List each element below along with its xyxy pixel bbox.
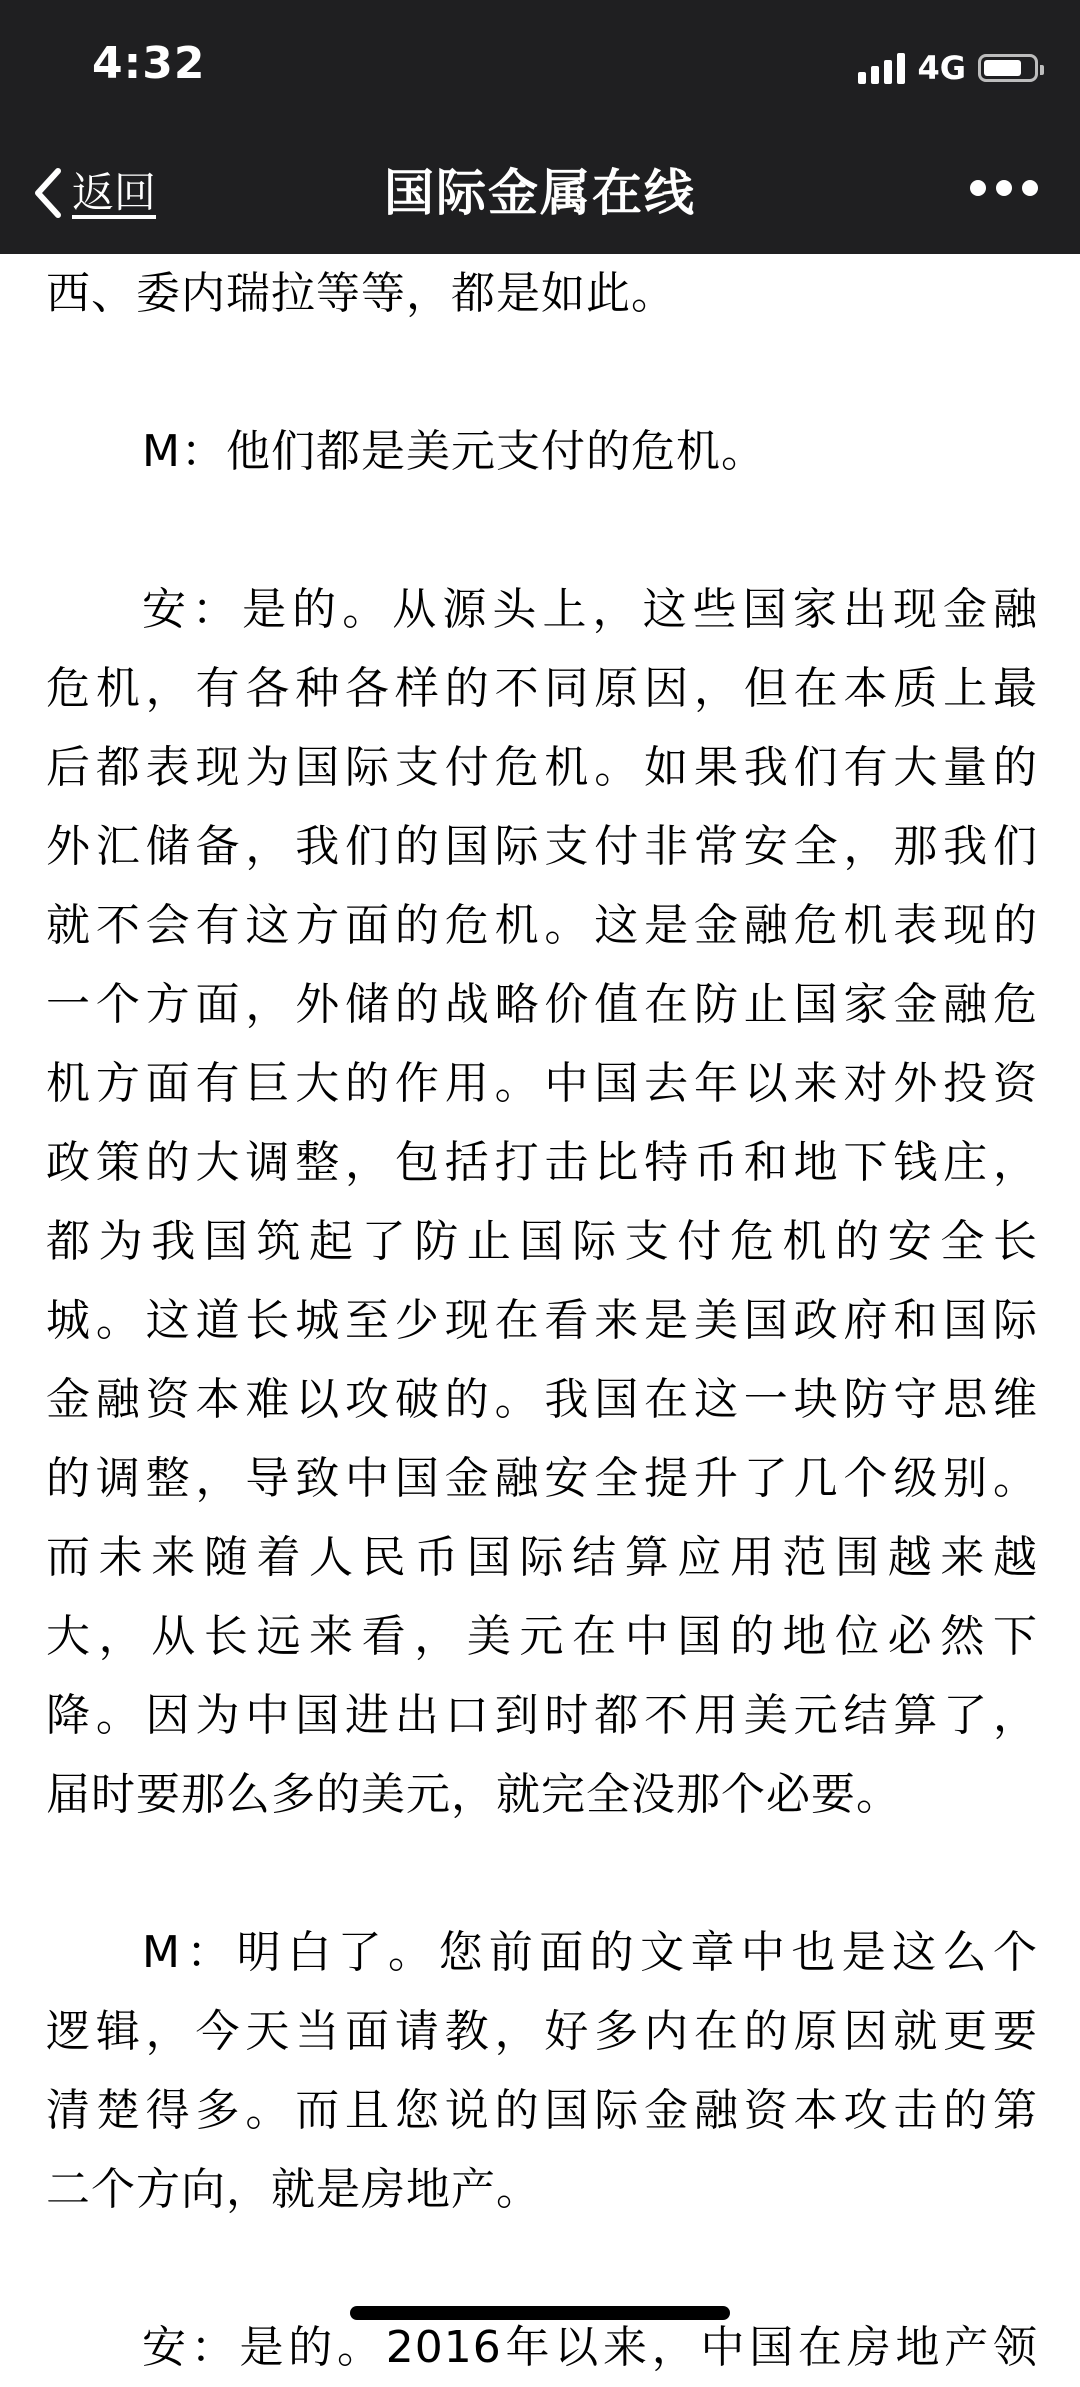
article-line: 就不会有这方面的危机。这是金融危机表现的	[46, 900, 1038, 951]
article-line: 而未来随着人民币国际结算应用范围越来越	[46, 1532, 1038, 1583]
article-line: 城。这道长城至少现在看来是美国政府和国际	[46, 1295, 1038, 1346]
paragraph-spacer	[46, 1834, 1038, 1913]
article-line: 逻辑，今天当面请教，好多内在的原因就更要	[46, 2006, 1038, 2057]
article-body	[46, 254, 1038, 2373]
article-line: 安：是的。2016年以来，中国在房地产领	[142, 2322, 1038, 2373]
signal-icon	[858, 52, 905, 84]
article-line: 西、委内瑞拉等等，都是如此。	[46, 268, 676, 319]
article-line: 金融资本难以攻破的。我国在这一块防守思维	[46, 1374, 1038, 1425]
article-line: M：他们都是美元支付的危机。	[142, 426, 766, 477]
more-dot-icon	[996, 180, 1012, 196]
article-line: M：明白了。您前面的文章中也是这么个	[142, 1927, 1038, 1978]
page-title: 国际金属在线	[384, 164, 696, 222]
article-line: 大，从长远来看，美元在中国的地位必然下	[46, 1611, 1038, 1662]
paragraph-spacer	[46, 333, 1038, 412]
article-line: 危机，有各种各样的不同原因，但在本质上最	[46, 663, 1038, 714]
nav-bar	[0, 130, 1080, 254]
network-label: 4G	[917, 49, 966, 87]
article-line: 政策的大调整，包括打击比特币和地下钱庄，	[46, 1137, 1038, 1188]
status-bar	[0, 0, 1080, 130]
article-line: 安：是的。从源头上，这些国家出现金融	[142, 584, 1038, 635]
article-line: 的调整，导致中国金融安全提升了几个级别。	[46, 1453, 1038, 1504]
article-line: 清楚得多。而且您说的国际金融资本攻击的第	[46, 2085, 1038, 2136]
back-label: 返回	[72, 168, 157, 217]
paragraph-spacer	[46, 491, 1038, 570]
more-dot-icon	[970, 180, 986, 196]
article-line: 都为我国筑起了防止国际支付危机的安全长	[46, 1216, 1038, 1267]
article-line: 届时要那么多的美元，就完全没那个必要。	[46, 1769, 901, 1820]
article-paragraph	[46, 254, 1038, 333]
article-line: 二个方向，就是房地产。	[46, 2164, 541, 2215]
article-line: 降。因为中国进出口到时都不用美元结算了，	[46, 1690, 1038, 1741]
article-paragraph	[46, 1913, 1038, 2229]
paragraph-spacer	[46, 2229, 1038, 2308]
more-dot-icon	[1022, 180, 1038, 196]
article-paragraph	[46, 570, 1038, 1834]
article-line: 机方面有巨大的作用。中国去年以来对外投资	[46, 1058, 1038, 1109]
home-indicator[interactable]	[350, 2306, 730, 2320]
more-options-button[interactable]	[970, 180, 1038, 196]
article-line: 后都表现为国际支付危机。如果我们有大量的	[46, 742, 1038, 793]
battery-fill	[984, 60, 1021, 76]
battery-cap	[1040, 65, 1044, 75]
status-indicators	[858, 48, 1038, 88]
article-line: 外汇储备，我们的国际支付非常安全，那我们	[46, 821, 1038, 872]
article-paragraph	[46, 412, 1038, 491]
status-time: 4:32	[92, 38, 206, 89]
battery-icon	[978, 54, 1038, 82]
article-line: 一个方面，外储的战略价值在防止国家金融危	[46, 979, 1038, 1030]
